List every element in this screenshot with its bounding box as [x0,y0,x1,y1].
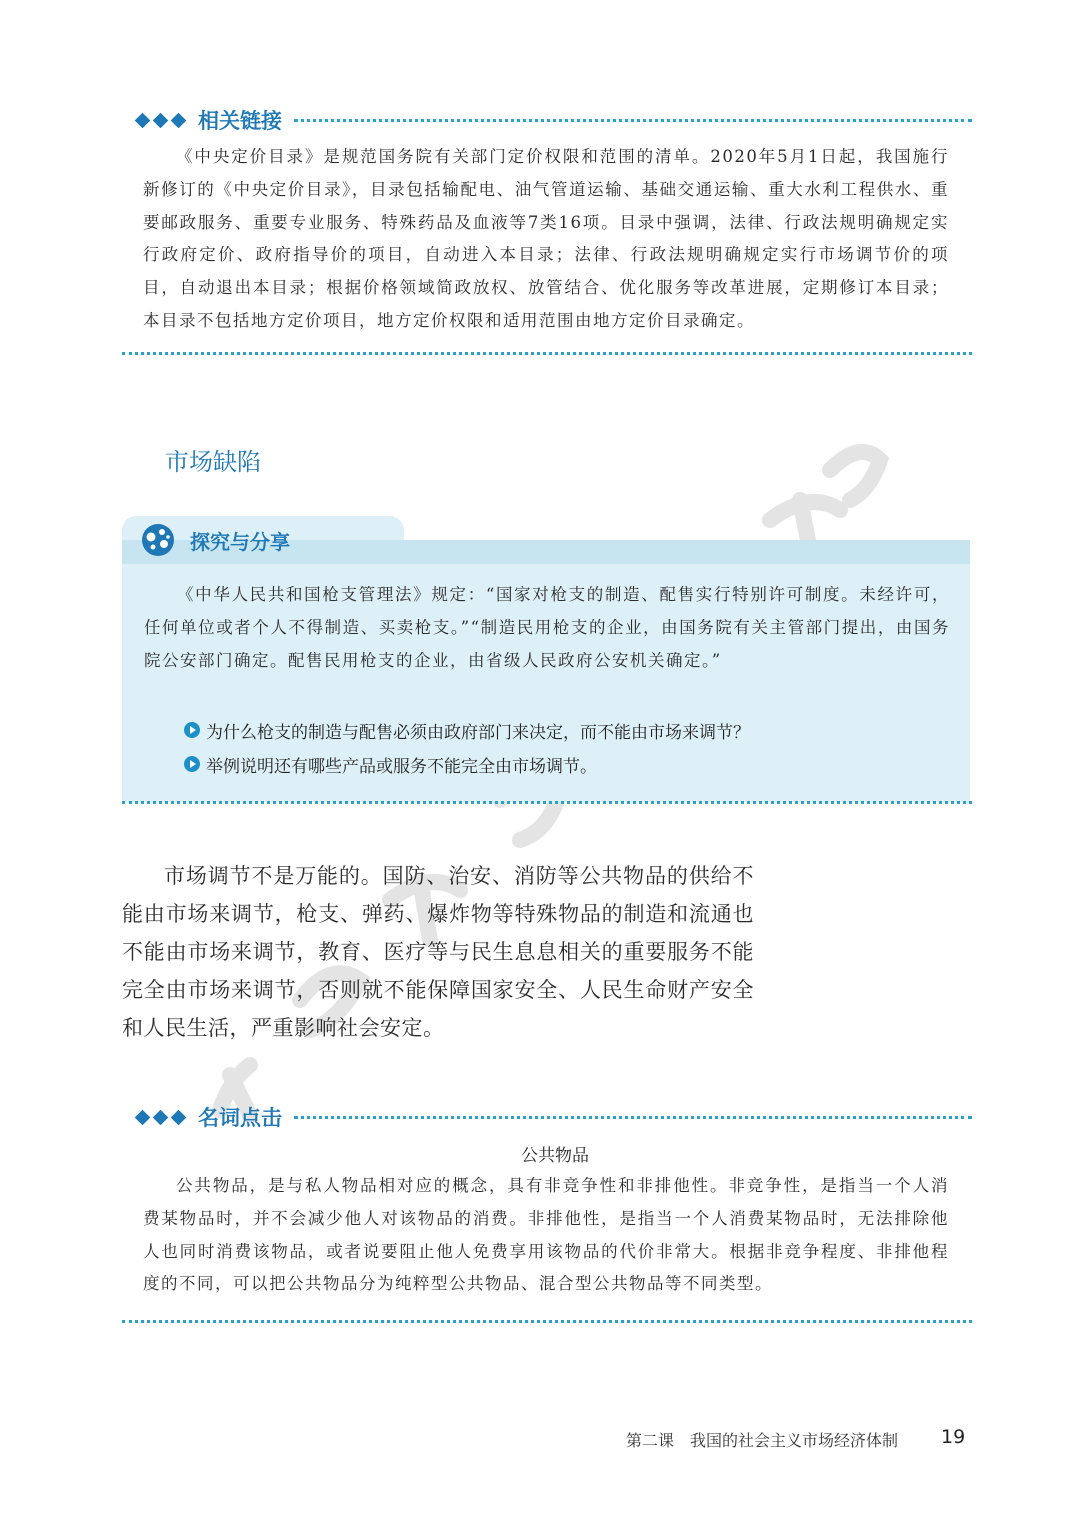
question-item [184,747,750,781]
diamond-icon [137,115,184,126]
dotted-divider [294,1116,972,1119]
page-number: 19 [941,1426,966,1448]
dotted-divider [122,1320,972,1323]
body-paragraph: 市场调节不是万能的。国防、治安、消防等公共物品的供给不能由市场来调节，枪支、弹药、爆炸物等特殊物品的制造和流通也不能由市场来调节，教育、医疗等与民生息息相关的重要服务不能完全由市场来调节，否则就不能保障国家安全、人民生命财产安全和人民生活，严重影响社会安定。 [122,864,754,1040]
term-paragraph: 公共物品，是与私人物品相对应的概念，具有非竞争性和非排他性。非竞争性，是指当一个人消费某物品时，并不会减少他人对该物品的消费。非排他性，是指当一个人消费某物品时，无法排除他人也同时消费该物品，或者说要阻止他人免费享用该物品的代价非常大。根据非竞争程度、非排他程度的不同，可以把公共物品分为纯粹型公共物品、混合型公共物品等不同类型。 [143,1176,949,1294]
dotted-divider [122,801,972,804]
term-section-title: 名词点击 [198,1106,282,1130]
dotted-divider [122,352,972,355]
diamond-icon [137,1112,184,1123]
molecule-icon [140,522,176,558]
footer-chapter: 第二课 我国的社会主义市场经济体制 [626,1431,899,1450]
related-link-paragraph: 《中央定价目录》是规范国务院有关部门定价权限和范围的清单。2020年5月1日起，我国施行新修订的《中央定价目录》，目录包括输配电、油气管道运输、基础交通运输、重大水利工程供水、重要邮政服务、重要专业服务、特殊药品及血液等7类16项。目录中强调，法律、行政法规明确规定实行政府定价、政府指导价的项目，自动进入本目录；法律、行政法规明确规定实行市场调节价的项目，自动退出本目录；根据价格领域简政放权、放管结合、优化服务等改革进展，定期修订本目录；本目录不包括地方定价项目，地方定价权限和适用范围由地方定价目录确定。 [143,147,949,330]
question-text: 举例说明还有哪些产品或服务不能完全由市场调节。 [206,756,597,777]
section-heading: 市场缺陷 [165,448,261,476]
explore-title: 探究与分享 [190,529,290,554]
explore-paragraph: 《中华人民共和国枪支管理法》规定：“国家对枪支的制造、配售实行特别许可制度。未经许可，任何单位或者个人不得制造、买卖枪支。”“制造民用枪支的企业，由国务院有关主管部门提出，由国务院公安部门确定。配售民用枪支的企业，由省级人民政府公安机关确定。” [144,585,950,670]
explore-box [122,529,970,802]
related-link-title: 相关链接 [198,109,282,133]
related-link-header [137,105,972,135]
question-item [184,713,750,747]
play-bullet-icon [184,756,200,772]
dotted-divider [294,119,972,122]
term-title: 公共物品 [521,1146,589,1166]
question-text: 为什么枪支的制造与配售必须由政府部门来决定，而不能由市场来调节？ [206,722,750,743]
term-header [137,1102,972,1132]
play-bullet-icon [184,722,200,738]
